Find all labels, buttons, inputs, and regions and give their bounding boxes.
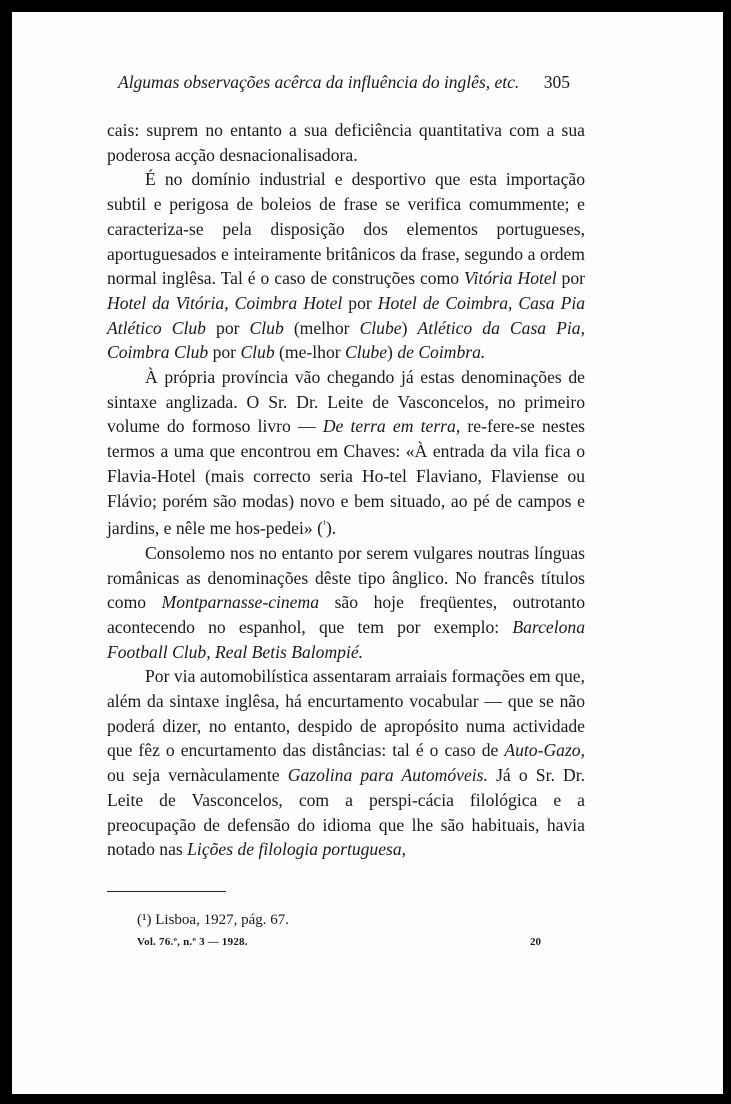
- italic-run: de Coimbra.: [397, 342, 486, 363]
- text-run: ): [387, 342, 398, 363]
- italic-run: De terra em terra,: [322, 416, 461, 437]
- text-run: re-fere-se nestes termos a uma que encontrou em Chaves: «À entrada da vila fica o Flavia-Hotel (mais correcto seria Ho-tel Flaviano, Flaviense ou Flávio; porém são modas) novo e bem situado, ao pé de campos e jardins, e nêle me hos-pedei» (: [107, 416, 586, 539]
- paragraph: [107, 365, 585, 541]
- text-run: (melhor: [283, 317, 360, 338]
- text-run: ¹: [322, 519, 326, 531]
- body-text: [107, 118, 585, 862]
- italic-run: Auto-Gazo,: [504, 740, 585, 761]
- italic-run: Clube: [345, 342, 388, 363]
- italic-run: Clube: [359, 317, 402, 338]
- paragraph: [107, 118, 585, 167]
- italic-run: Vitória Hotel: [464, 268, 557, 289]
- text-run: por: [342, 292, 378, 313]
- italic-run: Club: [249, 317, 284, 338]
- text-run: ).: [325, 518, 337, 539]
- text-run: ou seja vernàculamente: [107, 765, 288, 786]
- footnote: [137, 912, 289, 929]
- text-run: Por via automobilística assentaram arraiais formações em que, além da sintaxe inglêsa, há encurtamento vocabular — que se não poderá dizer, no entanto, despido de apropósito numa actividade que fêz o encurtamento das distâncias: tal é o caso de: [107, 666, 585, 761]
- italic-run: Atlético da Casa Pia, Coimbra Club: [107, 317, 585, 363]
- page-number: 305: [543, 72, 570, 92]
- footnote-text: Lisboa, 1927, pág. 67.: [155, 912, 289, 928]
- italic-run: Hotel de Coimbra, Casa Pia Atlético Club: [107, 292, 585, 338]
- text-run: ): [401, 317, 418, 338]
- footnote-marker: (¹): [137, 912, 152, 928]
- text-run: cais: suprem no entanto a sua deficiência quantitativa com a sua poderosa acção desnacionalisadora.: [107, 120, 585, 165]
- italic-run: Hotel da Vitória, Coimbra Hotel: [107, 292, 343, 313]
- text-run: por: [556, 268, 585, 289]
- italic-run: Montparnasse-cinema: [161, 592, 319, 613]
- paragraph: [107, 541, 585, 665]
- italic-run: Gazolina para Automóveis.: [287, 765, 488, 786]
- text-run: por: [205, 317, 250, 338]
- text-run: são hoje freqüentes, outrotanto acontecendo no espanhol, que tem por exemplo:: [107, 592, 585, 637]
- text-run: À própria província vão chegando já estas denominações de sintaxe anglizada. O Sr. Dr. Leite de Vasconcelos, no primeiro volume do formoso livro —: [107, 367, 585, 437]
- italic-run: Barcelona Football Club, Real Betis Balompié.: [107, 616, 585, 662]
- footnote-rule: [107, 891, 226, 892]
- text-run: (me-lhor: [274, 342, 346, 363]
- text-run: por: [208, 342, 241, 363]
- volume-signature: Vol. 76.º, n.º 3 — 1928.: [137, 936, 248, 948]
- running-header: [118, 72, 570, 93]
- text-run: Já o Sr. Dr. Leite de Vasconcelos, com a perspi-cácia filológica e a preocupação de defensão do idioma que lhe são habituais, havia notado nas: [107, 765, 586, 860]
- italic-run: Club: [240, 342, 275, 363]
- text-run: Consolemo nos no entanto por serem vulgares noutras línguas românicas as denominações dêste tipo ânglico. No francês títulos como: [107, 542, 585, 613]
- sheet-number: 20: [530, 936, 541, 948]
- paragraph: [107, 167, 585, 365]
- running-title: Algumas observações acêrca da influência do inglês, etc.: [118, 72, 520, 92]
- italic-run: Lições de filologia portuguesa,: [187, 839, 407, 860]
- paragraph: [107, 664, 585, 862]
- text-run: É no domínio industrial e desportivo que esta importação subtil e perigosa de boleios de frase se verifica comummente; e caracteriza-se pela disposição dos elementos portugueses, aportuguesados e inteiramente britânicos da frase, segundo a ordem normal inglêsa. Tal é o caso de construções como: [107, 169, 585, 289]
